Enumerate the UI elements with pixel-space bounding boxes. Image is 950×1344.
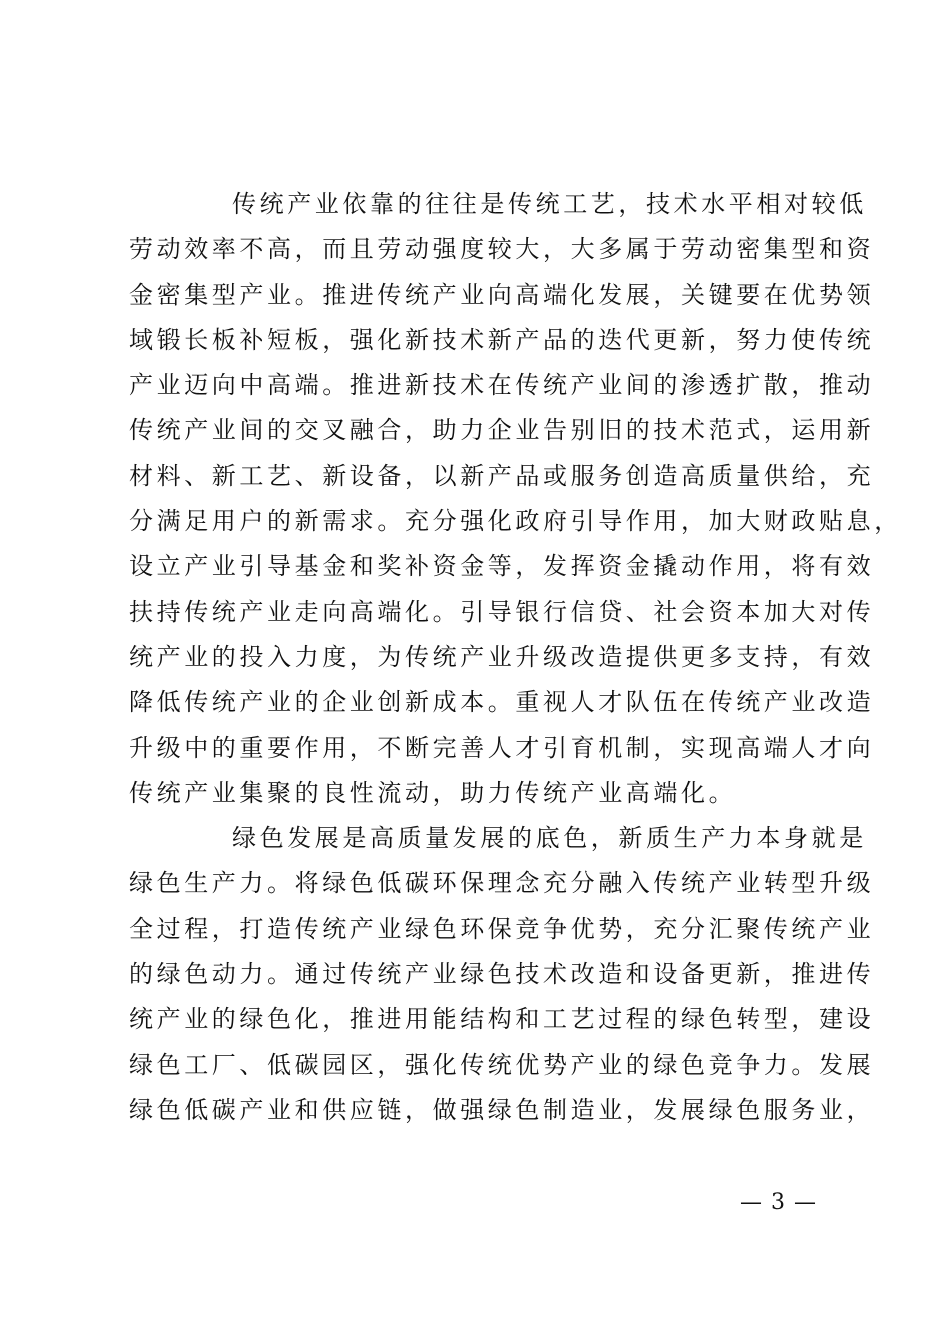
text-line: 金密集型产业。推进传统产业向高端化发展，关键要在优势领 [129,280,875,309]
text-line: 传统产业集聚的良性流动，助力传统产业高端化。 [129,778,737,807]
text-line: 绿色生产力。将绿色低碳环保理念充分融入传统产业转型升级 [129,869,875,898]
text-line: 分满足用户的新需求。充分强化政府引导作用，加大财政贴息， [129,507,902,536]
text-line: 产业迈向中高端。推进新技术在传统产业间的渗透扩散，推动 [129,371,875,400]
text-line: 降低传统产业的企业创新成本。重视人才队伍在传统产业改造 [129,688,875,717]
text-line: 绿色低碳产业和供应链，做强绿色制造业，发展绿色服务业， [129,1095,875,1124]
document-body [129,182,902,1133]
text-line: 统产业的投入力度，为传统产业升级改造提供更多支持，有效 [129,642,875,671]
text-line: 全过程，打造传统产业绿色环保竞争优势，充分汇聚传统产业 [129,914,875,943]
text-line: 升级中的重要作用，不断完善人才引育机制，实现高端人才向 [129,733,875,762]
text-line: 劳动效率不高，而且劳动强度较大，大多属于劳动密集型和资 [129,235,875,264]
text-line: 统产业的绿色化，推进用能结构和工艺过程的绿色转型，建设 [129,1005,875,1034]
text-line: 设立产业引导基金和奖补资金等，发挥资金撬动作用，将有效 [129,552,875,581]
text-line: 传统产业依靠的往往是传统工艺，技术水平相对较低 [232,190,867,218]
page-number: — 3 — [740,1190,817,1215]
text-line: 绿色工厂、低碳园区，强化传统优势产业的绿色竞争力。发展 [129,1050,875,1079]
text-line: 绿色发展是高质量发展的底色，新质生产力本身就是 [232,824,867,853]
paragraph-2 [129,816,875,1133]
text-line: 扶持传统产业走向高端化。引导银行信贷、社会资本加大对传 [129,597,875,626]
text-line: 传统产业间的交叉融合，助力企业告别旧的技术范式，运用新 [129,416,875,445]
paragraph-1 [129,182,902,816]
text-line: 材料、新工艺、新设备，以新产品或服务创造高质量供给，充 [129,461,875,490]
text-line: 域锻长板补短板，强化新技术新产品的迭代更新，努力使传统 [129,325,875,354]
text-line: 的绿色动力。通过传统产业绿色技术改造和设备更新，推进传 [129,960,875,989]
